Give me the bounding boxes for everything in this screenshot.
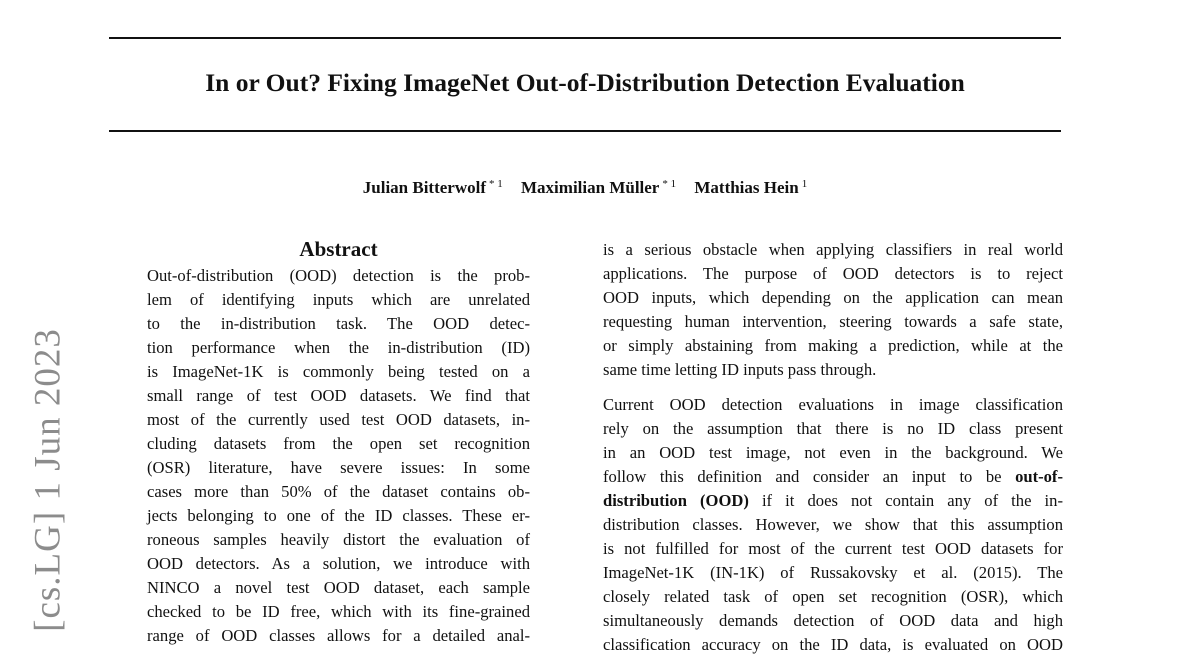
body-line xyxy=(603,489,1063,513)
abstract-line: jects belonging to one of the ID classes. These er- xyxy=(147,506,530,525)
abstract-line: cluding datasets from the open set recognition xyxy=(147,434,530,453)
body-line: distribution classes. However, we show that this assumption xyxy=(603,515,1063,534)
intro-column xyxy=(603,238,1063,657)
body-text: if it does not contain any of the in- xyxy=(748,491,1063,510)
title-top-rule xyxy=(109,37,1061,39)
abstract-line: most of the currently used test OOD datasets, in- xyxy=(147,410,530,429)
author-list xyxy=(109,173,1061,199)
body-line xyxy=(603,465,1063,489)
title-bottom-rule xyxy=(109,130,1061,132)
intro-paragraph xyxy=(603,393,1063,657)
body-line: rely on the assumption that there is no ID class present xyxy=(603,419,1063,438)
abstract-body xyxy=(147,264,530,648)
abstract-line: OOD detectors. As a solution, we introduce with xyxy=(147,554,530,573)
author-affiliation-mark: * 1 xyxy=(489,178,503,190)
abstract-line: to the in-distribution task. The OOD detec- xyxy=(147,314,530,333)
abstract-line: (OSR) literature, have severe issues: In some xyxy=(147,458,530,477)
emphasis-term: out-of- xyxy=(1015,467,1063,486)
author-affiliation-mark: 1 xyxy=(801,178,808,190)
body-line: same time letting ID inputs pass through. xyxy=(603,360,877,379)
abstract-line: tion performance when the in-distribution (ID) xyxy=(147,338,530,357)
intro-paragraph xyxy=(603,238,1063,382)
body-line: simultaneously demands detection of OOD data and high xyxy=(603,611,1063,630)
abstract-line: roneous samples heavily distort the evaluation of xyxy=(147,530,530,549)
abstract-column xyxy=(147,236,530,648)
abstract-line: range of OOD classes allows for a detailed anal- xyxy=(147,626,530,645)
abstract-heading: Abstract xyxy=(299,237,378,261)
arxiv-stamp: [cs.LG] 1 Jun 2023 xyxy=(27,328,69,632)
body-line: is a serious obstacle when applying classifiers in real world xyxy=(603,240,1063,259)
abstract-line: checked to be ID free, which with its fine-grained xyxy=(147,602,530,621)
author-name: Matthias Hein xyxy=(694,178,799,197)
body-line: ImageNet-1K (IN-1K) of Russakovsky et al. (2015). The xyxy=(603,563,1063,582)
body-line: requesting human intervention, steering towards a safe state, xyxy=(603,312,1063,331)
body-line: classification accuracy on the ID data, is evaluated on OOD xyxy=(603,635,1063,654)
body-line: or simply abstaining from making a prediction, while at the xyxy=(603,336,1063,355)
author-affiliation-mark: * 1 xyxy=(662,178,677,190)
author xyxy=(694,178,807,197)
body-line: Current OOD detection evaluations in image classification xyxy=(603,395,1063,414)
abstract-line: Out-of-distribution (OOD) detection is the prob- xyxy=(147,266,530,285)
body-line: closely related task of open set recognition (OSR), which xyxy=(603,587,1063,606)
abstract-line: cases more than 50% of the dataset contains ob- xyxy=(147,482,530,501)
body-line: OOD inputs, which depending on the application can mean xyxy=(603,288,1063,307)
body-text: follow this definition and consider an input to be xyxy=(603,467,1016,486)
body-line: in an OOD test image, not even in the background. We xyxy=(603,443,1063,462)
paragraph-gap xyxy=(603,382,1063,393)
abstract-line: small range of test OOD datasets. We find that xyxy=(147,386,530,405)
abstract-line: lem of identifying inputs which are unrelated xyxy=(147,290,530,309)
body-line: is not fulfilled for most of the current test OOD datasets for xyxy=(603,539,1063,558)
author xyxy=(521,178,676,197)
body-line: applications. The purpose of OOD detectors is to reject xyxy=(603,264,1063,283)
author-name: Maximilian Müller xyxy=(521,178,660,197)
emphasis-term: distribution (OOD) xyxy=(603,491,749,510)
abstract-line: NINCO a novel test OOD dataset, each sample xyxy=(147,578,530,597)
paper-title: In or Out? Fixing ImageNet Out-of-Distribution Detection Evaluation xyxy=(205,68,965,97)
abstract-line: is ImageNet-1K is commonly being tested on a xyxy=(147,362,530,381)
author-name: Julian Bitterwolf xyxy=(362,178,487,197)
author xyxy=(363,178,503,197)
